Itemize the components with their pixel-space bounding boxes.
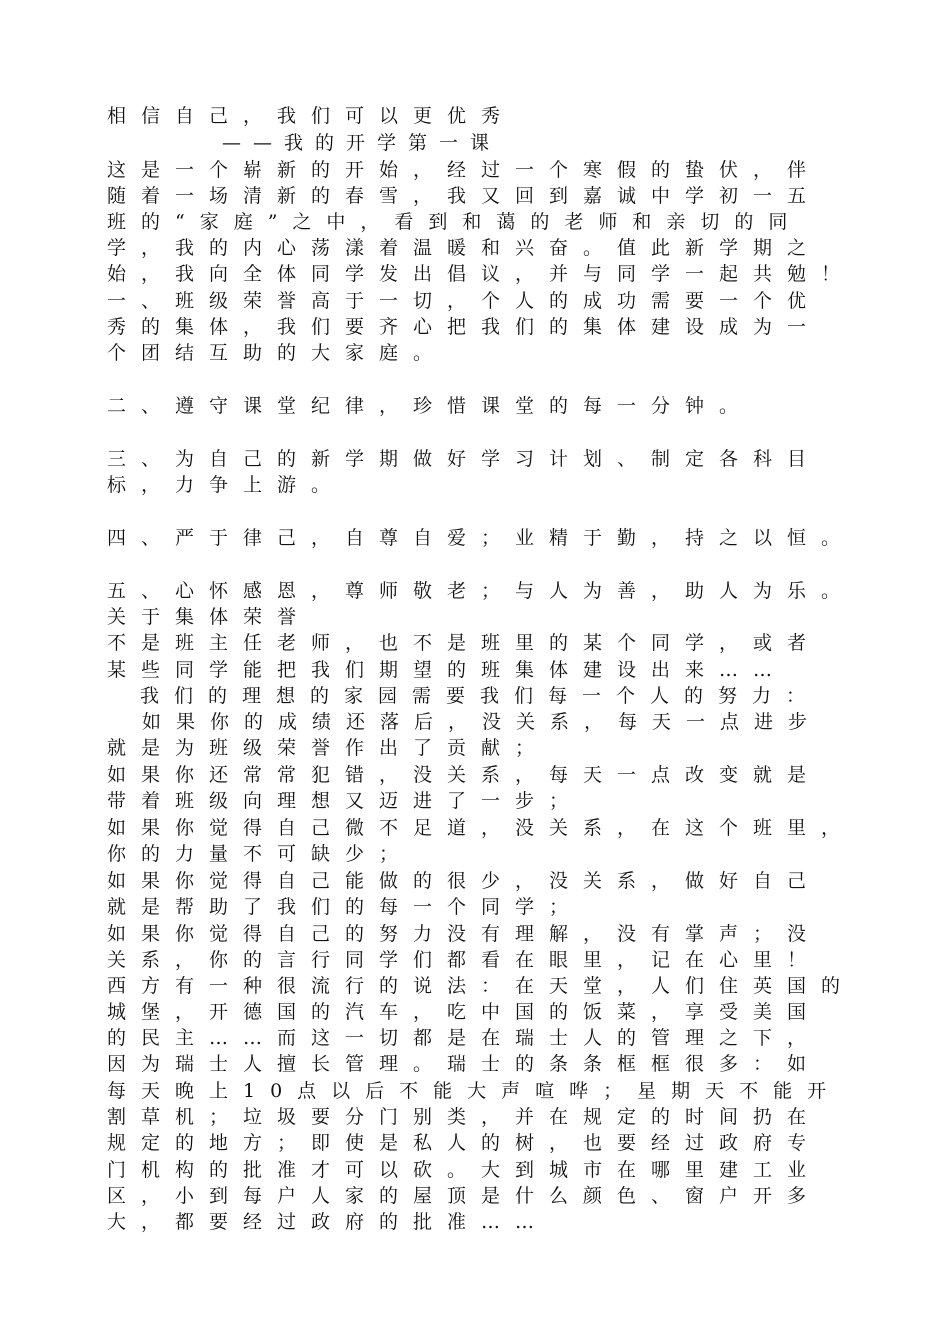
- paragraph-line: 这是一个崭新的开始，经过一个寒假的蛰伏，伴: [107, 159, 822, 181]
- paragraph-line: 三、为自己的新学期做好学习计划、制定各科目: [107, 448, 822, 470]
- paragraph-line: 四、严于律己，自尊自爱；业精于勤，持之以恒。: [107, 527, 856, 549]
- paragraph-line: 大，都要经过政府的批准……: [107, 1211, 550, 1233]
- paragraph-line: 规定的地方；即使是私人的树，也要经过政府专: [107, 1132, 822, 1154]
- paragraph-line: 你的力量不可缺少；: [107, 843, 414, 865]
- paragraph-line: 区，小到每户人家的屋顶是什么颜色、窗户开多: [107, 1185, 822, 1207]
- document-title: 相信自己，我们可以更优秀: [107, 105, 516, 127]
- paragraph-line: 每天晚上10点以后不能大声喧哗；星期天不能开: [107, 1080, 842, 1102]
- paragraph-line: 的民主……而这一切都是在瑞士人的管理之下，: [107, 1027, 822, 1049]
- paragraph-line: 班的“家庭”之中，看到和蔼的老师和亲切的同: [107, 211, 803, 233]
- paragraph-line: 西方有一种很流行的说法：在天堂，人们住英国的: [107, 975, 856, 997]
- paragraph-line: 一、班级荣誉高于一切，个人的成功需要一个优: [107, 290, 822, 312]
- paragraph-line: 就是帮助了我们的每一个同学；: [107, 896, 584, 918]
- section-heading: 关于集体荣誉: [107, 606, 312, 628]
- paragraph-line: 始，我向全体同学发出倡议，并与同学一起共勉！: [107, 263, 856, 285]
- paragraph-line: 某些同学能把我们期望的班集体建设出来……: [107, 659, 788, 681]
- paragraph-line: 学，我的内心荡漾着温暖和兴奋。值此新学期之: [107, 237, 822, 259]
- paragraph-line: 如果你觉得自己能做的很少，没关系，做好自己: [107, 870, 822, 892]
- paragraph-line: 随着一场清新的春雪，我又回到嘉诚中学初一五: [107, 185, 822, 207]
- paragraph-line: 如果你的成绩还落后，没关系，每天一点进步: [142, 711, 823, 733]
- paragraph-line: 标，力争上游。: [107, 474, 346, 496]
- paragraph-line: 门机构的批准才可以砍。大到城市在哪里建工业: [107, 1159, 822, 1181]
- document-subtitle: ——我的开学第一课: [222, 132, 502, 154]
- paragraph-line: 不是班主任老师，也不是班里的某个同学，或者: [107, 632, 822, 654]
- paragraph-line: 如果你觉得自己的努力没有理解，没有掌声；没: [107, 923, 822, 945]
- paragraph-line: 带着班级向理想又迈进了一步；: [107, 790, 584, 812]
- paragraph-line: 关系，你的言行同学们都看在眼里，记在心里！: [107, 949, 822, 971]
- paragraph-line: 如果你还常常犯错，没关系，每天一点改变就是: [107, 764, 822, 786]
- paragraph-line: 个团结互助的大家庭。: [107, 342, 448, 364]
- paragraph-line: 五、心怀感恩，尊师敬老；与人为善，助人为乐。: [107, 580, 856, 602]
- paragraph-line: 如果你觉得自己微不足道，没关系，在这个班里，: [107, 817, 856, 839]
- paragraph-line: 城堡，开德国的汽车，吃中国的饭菜，享受美国: [107, 1001, 822, 1023]
- paragraph-line: 秀的集体，我们要齐心把我们的集体建设成为一: [107, 316, 822, 338]
- paragraph-line: 就是为班级荣誉作出了贡献；: [107, 737, 550, 759]
- paragraph-line: 割草机；垃圾要分门别类，并在规定的时间扔在: [107, 1106, 822, 1128]
- paragraph-line: 我们的理想的家园需要我们每一个人的努力：: [140, 685, 821, 707]
- paragraph-line: 因为瑞士人擅长管理。瑞士的条条框框很多：如: [107, 1053, 822, 1075]
- paragraph-line: 二、遵守课堂纪律，珍惜课堂的每一分钟。: [107, 395, 754, 417]
